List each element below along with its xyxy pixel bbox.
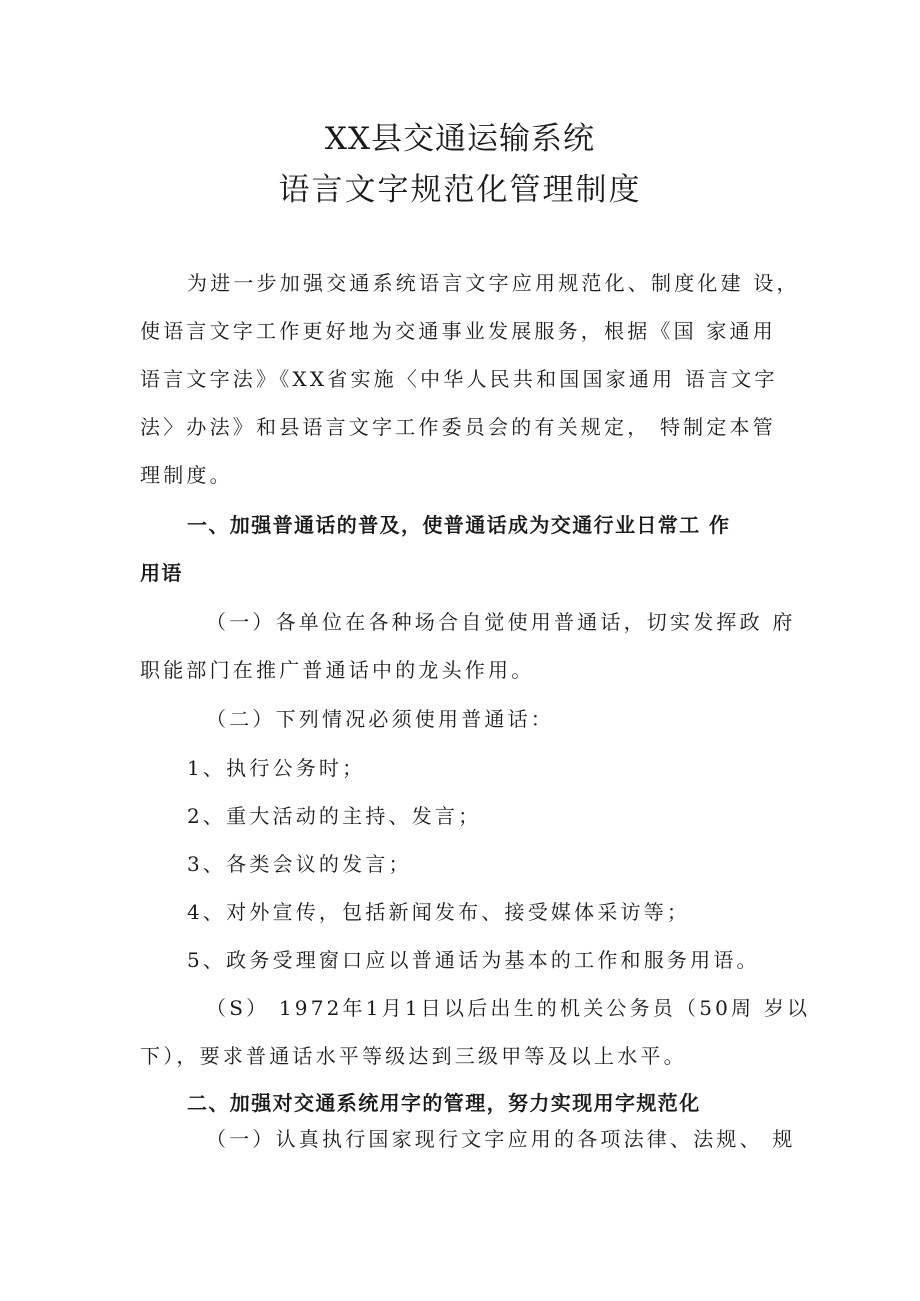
list-item-3: 3、各类会议的发言； <box>187 852 412 876</box>
paragraph-intro-line-3: 语言文字法》《XX省实施〈中华人民共和国国家通用 语言文字 <box>140 367 778 391</box>
clause-1-2: （二）下列情况必须使用普通话： <box>206 707 554 731</box>
clause-1-3-line-1: （S） 1972年1月1日以后出生的机关公务员（50周 岁以 <box>206 996 811 1020</box>
paragraph-intro-line-5: 理制度。 <box>140 463 233 487</box>
clause-1-1-line-1: （一）各单位在各种场合自觉使用普通话，切实发挥政 府 <box>206 610 796 634</box>
section-heading-2: 二、加强对交通系统用字的管理，努力实现用字规范化 <box>187 1091 701 1115</box>
clause-1-3-line-2: 下），要求普通话水平等级达到三级甲等及以上水平。 <box>140 1044 687 1068</box>
list-item-2: 2、重大活动的主持、发言； <box>187 804 482 828</box>
list-item-5: 5、政务受理窗口应以普通话为基本的工作和服务用语。 <box>187 948 760 972</box>
paragraph-intro-line-1: 为进一步加强交通系统语言文字应用规范化、制度化建 设， <box>187 271 800 295</box>
document-title-line-2: 语言文字规范化管理制度 <box>278 172 642 208</box>
list-item-4: 4、对外宣传，包括新闻发布、接受媒体采访等； <box>187 900 691 924</box>
document-title-line-1: XX县交通运输系统 <box>324 121 596 157</box>
section-heading-1-cont: 用语 <box>140 561 183 585</box>
section-heading-1: 一、加强普通话的普及，使普通话成为交通行业日常工 作 <box>187 513 731 537</box>
paragraph-intro-line-4: 法〉办法》和县语言文字工作委员会的有关规定， 特制定本管 <box>140 415 776 439</box>
clause-2-1-line-1: （一）认真执行国家现行文字应用的各项法律、法规、 规 <box>206 1127 796 1151</box>
paragraph-intro-line-2: 使语言文字工作更好地为交通事业发展服务，根据《国 家通用 <box>140 319 776 343</box>
list-item-1: 1、执行公务时； <box>187 756 366 780</box>
clause-1-1-line-2: 职能部门在推广普通话中的龙头作用。 <box>140 658 535 682</box>
